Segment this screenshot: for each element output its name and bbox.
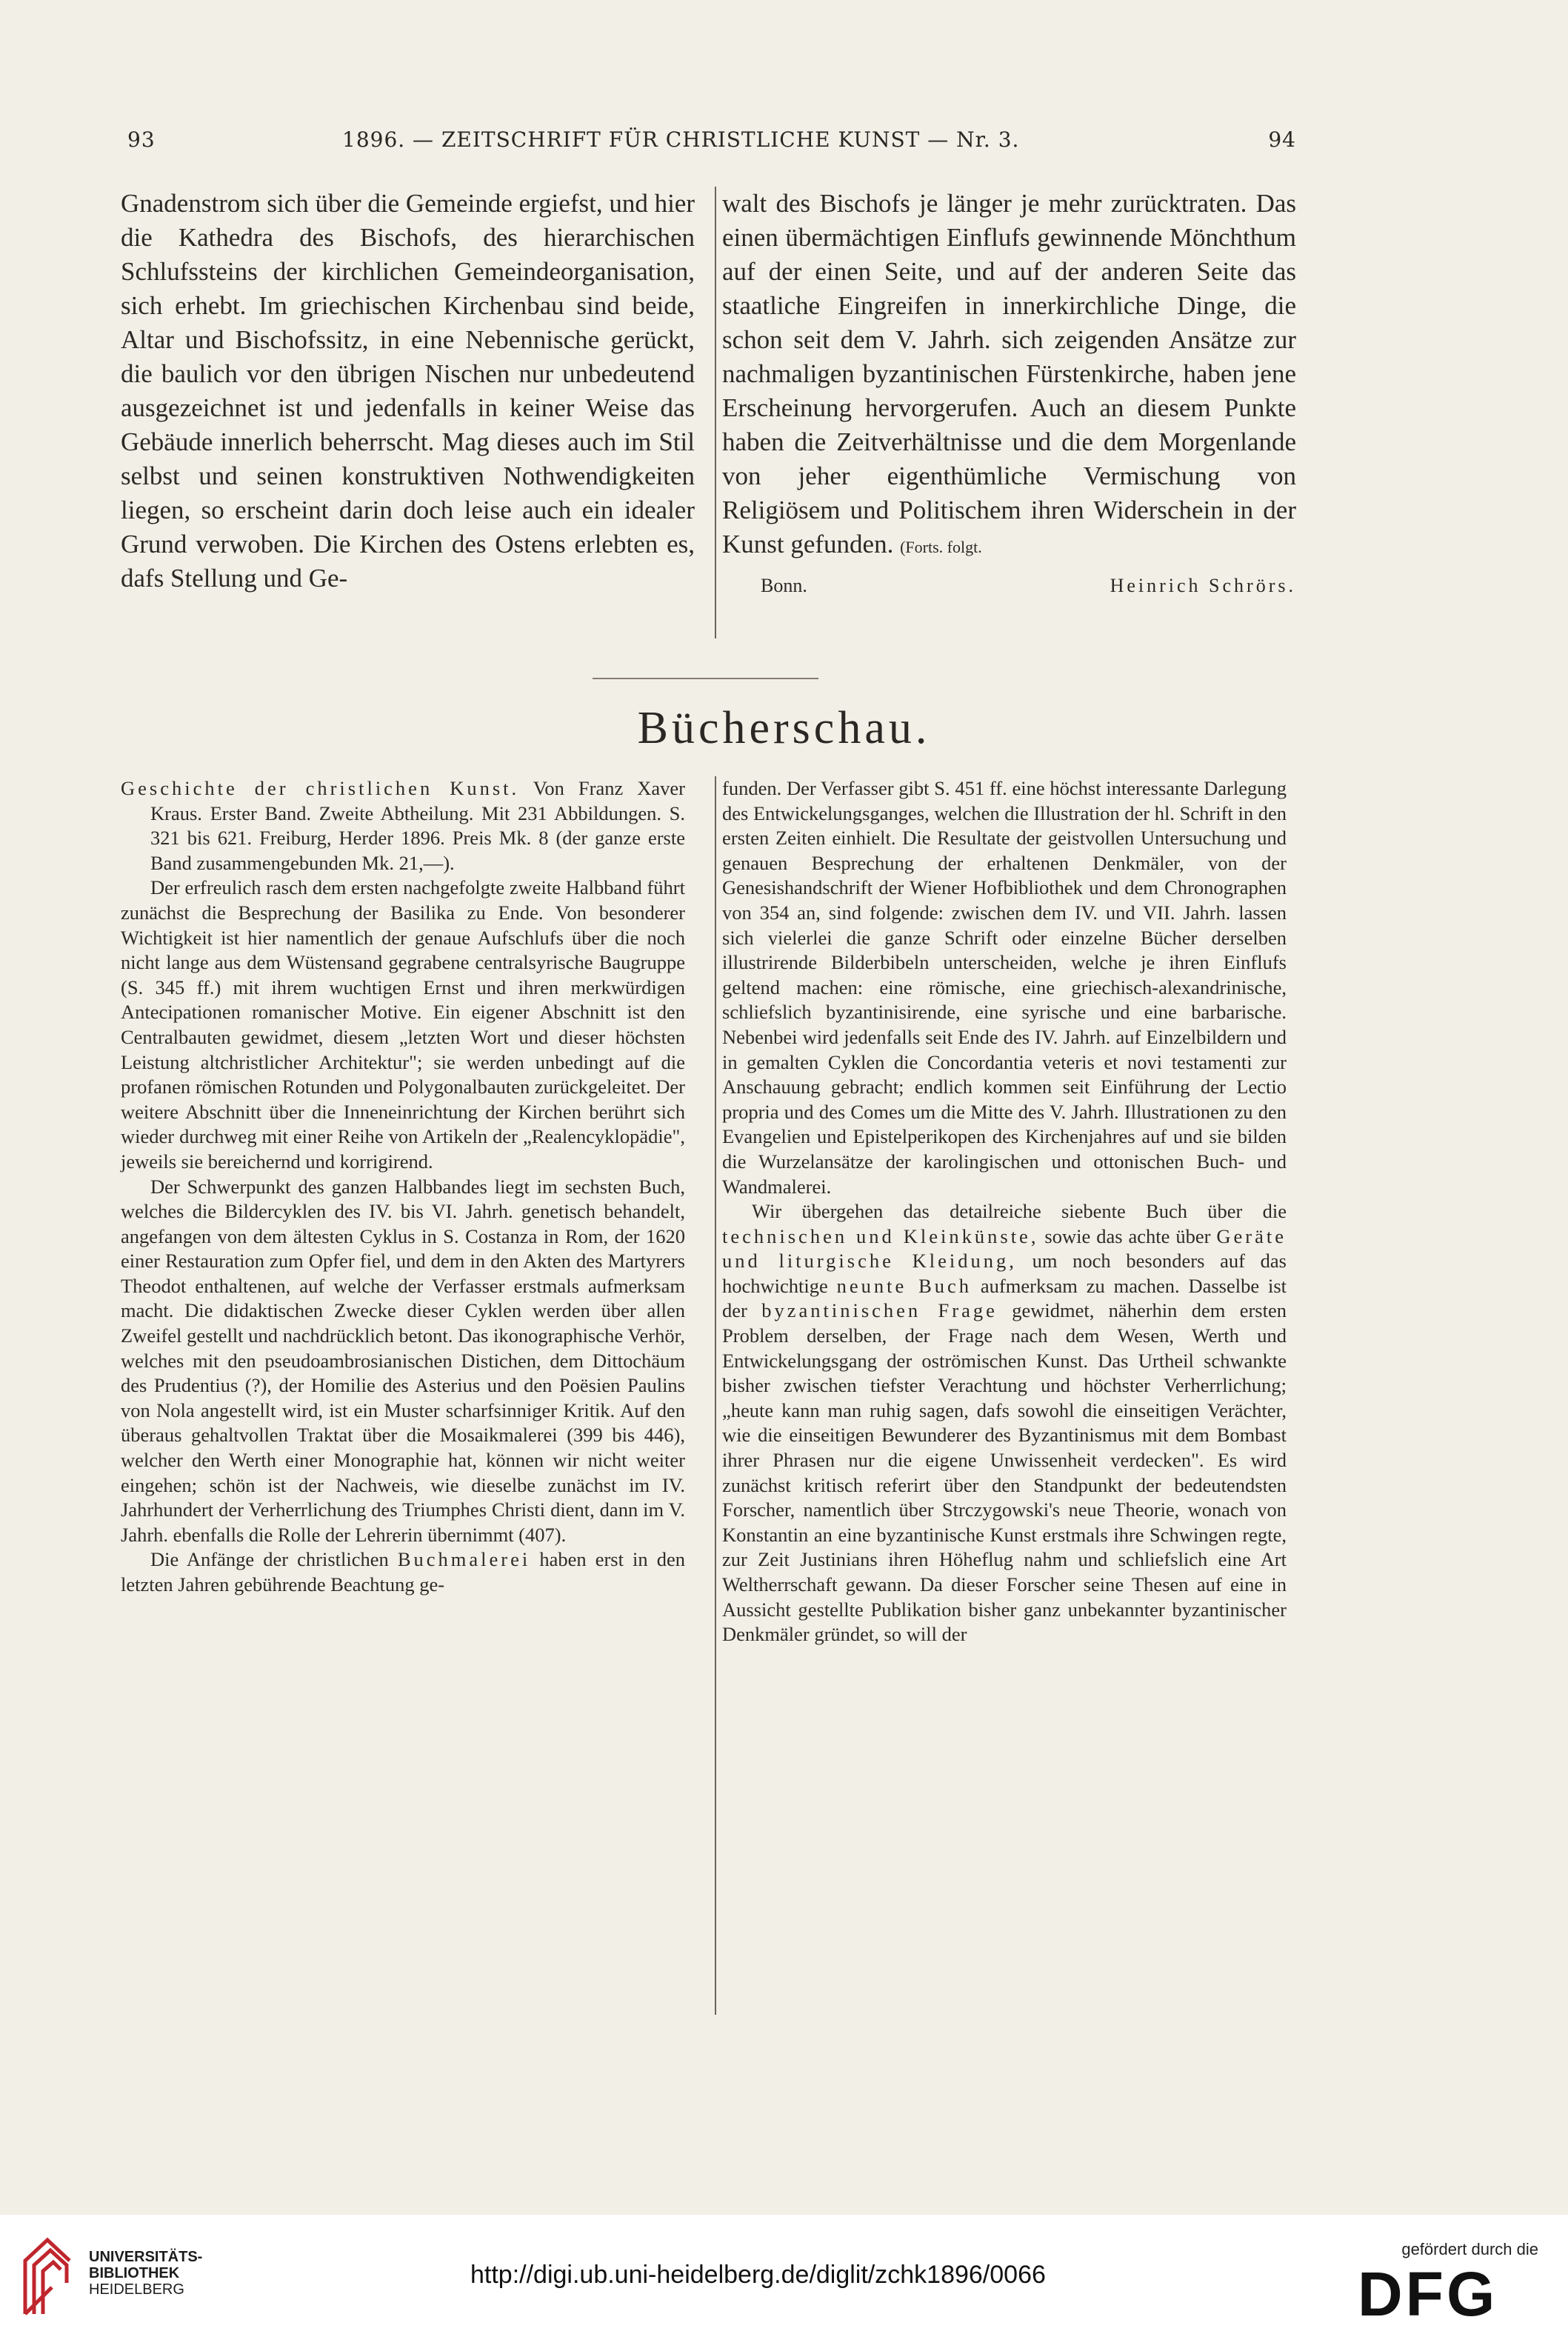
journal-title: 1896. — ZEITSCHRIFT FÜR CHRISTLICHE KUNST — Nr. 3. xyxy=(342,127,1020,152)
university-library-logo-icon xyxy=(19,2231,81,2320)
review-paragraph xyxy=(722,1199,1287,1647)
book-title: Geschichte der christlichen Kunst. xyxy=(121,777,520,799)
running-header xyxy=(119,127,1296,157)
text-run: um noch besonders auf das hochwichtige xyxy=(722,1250,1287,1297)
emphasis-text: neunte Buch xyxy=(836,1274,973,1297)
institution-name xyxy=(89,2249,202,2298)
text-run: sowie das achte über xyxy=(1044,1224,1211,1247)
review-paragraph: funden. Der Verfasser gibt S. 451 ff. eine höchst interessante Darlegung des Entwickelungsganges, welchen die Illustration der hl. Schrift in den ersten Zeiten einhielt. Die Resultate der geistvollen Untersuchung und genauen Besprechung der erhaltenen Denkmäler, von der Genesishandschrift der Wiener Hofbibliothek und dem Chronographen von 354 an, sind folgende: zwischen dem IV. und VII. Jahrh. lassen sich vielerlei die ganze Schrift oder einzelne Bücher derselben illustrirende Bilderbibeln unterscheiden, welche je ihren Einflufs geltend machen: eine römische, eine griechisch-alexandrinische, schliefslich byzantinisirende, eine syrische und eine barbarische. Nebenbei wird jedenfalls seit Ende des IV. Jahrh. auf Einzelbildern und in gemalten Cyklen die Concordantia veteris et novi testamenti zur Anschauung gebracht; endlich kommen seit Einführung der Lectio propria und des Comes um die Mitte des V. Jahrh. Illustrationen zu den Evangelien und Epistelperikopen des Kirchenjahres auf und sie bilden die Wurzelansätze der karolingischen und ottonischen Buch- und Wandmalerei. xyxy=(722,777,1287,1198)
page-number-right: 94 xyxy=(1268,127,1296,152)
column-divider xyxy=(715,187,716,638)
text-run: aufmerksam zu machen. Dasselbe ist der xyxy=(722,1274,1287,1322)
viewer-footer xyxy=(0,2215,1568,2334)
continued-article-left-column xyxy=(121,187,695,596)
review-paragraph xyxy=(121,1547,685,1597)
svg-text:DFG: DFG xyxy=(1358,2267,1498,2320)
emphasis-text: Geräte und liturgische Kleidung, xyxy=(722,1224,1287,1273)
article-paragraph-end xyxy=(722,187,1296,564)
section-separator xyxy=(593,678,818,679)
book-details: Von Franz Xaver Kraus. Erster Band. Zweite Abtheilung. Mit 231 Abbildungen. S. 321 bis 621. Freiburg, Herder 1896. Preis Mk. 8 (der ganze erste Band zusammengebunden Mk. 21,—). xyxy=(150,777,685,874)
dfg-logo-icon xyxy=(1358,2267,1540,2320)
funding-caption: gefördert durch die xyxy=(1401,2240,1538,2258)
signature-place: Bonn. xyxy=(761,575,807,596)
emphasis-text: technischen und Kleinkünste, xyxy=(722,1224,1039,1247)
review-paragraph: Der erfreulich rasch dem ersten nachgefolgte zweite Halbband führt zunächst die Besprechung der Basilika zu Ende. Von besonderer Wichtigkeit ist hier namentlich der genaue Aufschlufs über die noch nicht lange aus dem Wüstensand gegrabene centralsyrische Baugruppe (S. 345 ff.) mit ihrem wuchtigen Ernst und ihren merkwürdigen Antecipationen romanischer Motive. Ein eigener Abschnitt ist den Centralbauten gewidmet, diesem „letzten Wort und dieser höchsten Leistung altchristlicher Architektur"; sie werden unbedingt auf die profanen römischen Rotunden und Polygonalbauten zurückgeleitet. Der weitere Abschnitt über die Inneneinrichtung der Kirchen berührt sich wieder durchweg mit einer Reihe von Artikeln der „Realencyklopädie", jeweils sie bereichernd und korrigirend. xyxy=(121,876,685,1173)
emphasis-text: byzantinischen Frage xyxy=(761,1299,998,1322)
continued-article-right-column xyxy=(722,187,1296,603)
article-paragraph: Gnadenstrom sich über die Gemeinde ergiefst, und hier die Kathedra des Bischofs, des hierarchischen Schlufssteins der kirchlichen Gemeindeorganisation, sich erhebt. Im griechischen Kirchenbau sind beide, Altar und Bischofssitz, in eine Nebennische gerückt, die baulich vor den übrigen Nischen nur unbedeutend ausgezeichnet ist und jedenfalls in keiner Weise das Gebäude innerlich beherrscht. Mag dieses auch im Stil selbst und seinen konstruktiven Nothwendigkeiten liegen, so erscheint darin doch leise auch ein idealer Grund verwoben. Die Kirchen des Ostens erlebten es, dafs Stellung und Ge- xyxy=(121,189,695,593)
text-run: Die Anfänge der christlichen xyxy=(150,1548,389,1571)
text-run: Wir übergehen das detailreiche siebente Buch über die xyxy=(752,1200,1287,1223)
text-run: gewidmet, näherhin dem ersten Problem derselben, der Frage nach dem Wesen, Werth und Entwickelungsgang der oströmischen Kunst. Das Urtheil schwankte bisher zwischen tiefster Verachtung und höchster Verherrlichung; „heute kann man ruhig sagen, dafs sowohl die einseitigen Verächter, wie die einseitigen Bewunderer des Byzantinismus mit dem Bombast ihrer Phrasen nur die eigene Unwissenheit verdecken". Es wird zunächst kritisch referirt über den Standpunkt der bedeutendsten Forscher, namentlich über Strczygowski's neue Theorie, wonach von Konstantin an eine byzantinische Kunst erstmals ihre Schwingen regte, zur Zeit Justinians ihren Höheflug nahm und schliefslich eine Art Weltherrschaft gewann. Da dieser Forscher seine Thesen auf eine in Aussicht gestellte Publikation bisher ganz unbekannter byzantinischer Denkmäler gründet, so will der xyxy=(722,1299,1287,1646)
signature-author: Heinrich Schrörs. xyxy=(1110,575,1296,596)
section-title: Bücherschau. xyxy=(637,703,931,753)
institution-line: BIBLIOTHEK xyxy=(89,2265,180,2281)
reviewed-book-citation xyxy=(121,776,685,876)
review-right-column xyxy=(722,776,1287,1647)
institution-line: HEIDELBERG xyxy=(89,2281,184,2298)
permalink-url[interactable]: http://digi.ub.uni-heidelberg.de/diglit/zchk1896/0066 xyxy=(470,2261,1046,2289)
text-run: haben erst in den letzten Jahren gebührende Beachtung ge- xyxy=(121,1548,686,1596)
review-left-column xyxy=(121,776,685,1598)
emphasis-text: Buchmalerei xyxy=(397,1548,531,1571)
page-number-left: 93 xyxy=(127,127,156,152)
article-paragraph-text: walt des Bischofs je länger je mehr zurücktraten. Das einen übermächtigen Einflufs gewinnende Mönchthum auf der einen Seite, und auf der anderen Seite das staatliche Eingreifen in innerkirchliche Dinge, die schon seit dem V. Jahrh. sich zeigenden Ansätze zur nachmaligen byzantinischen Fürstenkirche, haben jene Erscheinung hervorgerufen. Auch an diesem Punkte haben die Zeitverhältnisse und die dem Morgenlande von jeher eigenthümliche Vermischung von Religiösem und Politischem ihren Widerschein in der Kunst gefunden. xyxy=(722,189,1296,559)
institution-line: UNIVERSITÄTS- xyxy=(89,2249,203,2265)
article-signature xyxy=(722,569,1296,603)
column-divider xyxy=(715,776,716,2015)
review-paragraph: Der Schwerpunkt des ganzen Halbbandes liegt im sechsten Buch, welches die Bildercyklen des IV. bis VI. Jahrh. genetisch behandelt, angefangen von dem ältesten Cyklus in S. Costanza in Rom, der 1620 einer Restauration zum Opfer fiel, und dem in den Akten des Martyrers Theodot enthaltenen, auf welche der Verfasser erstmals aufmerksam macht. Die didaktischen Zwecke dieser Cyklen werden über allen Zweifel gestellt und nachdrücklich betont. Das ikonographische Verhör, welches mit den pseudoambrosianischen Distichen, dem Dittochäum des Prudentius (?), der Homilie des Asterius und den Poësien Paulins von Nola angestellt wird, ist ein Muster scharfsinniger Kritik. Auf den überaus gehaltvollen Traktat über die Mosaikmalerei (399 bis 446), welcher den Werth einer Monographie hat, können wir nicht weiter eingehen; schön ist der Nachweis, wie dieselbe zunächst im IV. Jahrhundert der Verherrlichung des Triumphes Christi dient, dann im V. Jahrh. ebenfalls die Rolle der Lehrerin übernimmt (407). xyxy=(121,1175,685,1546)
continued-note: (Forts. folgt. xyxy=(900,538,982,556)
